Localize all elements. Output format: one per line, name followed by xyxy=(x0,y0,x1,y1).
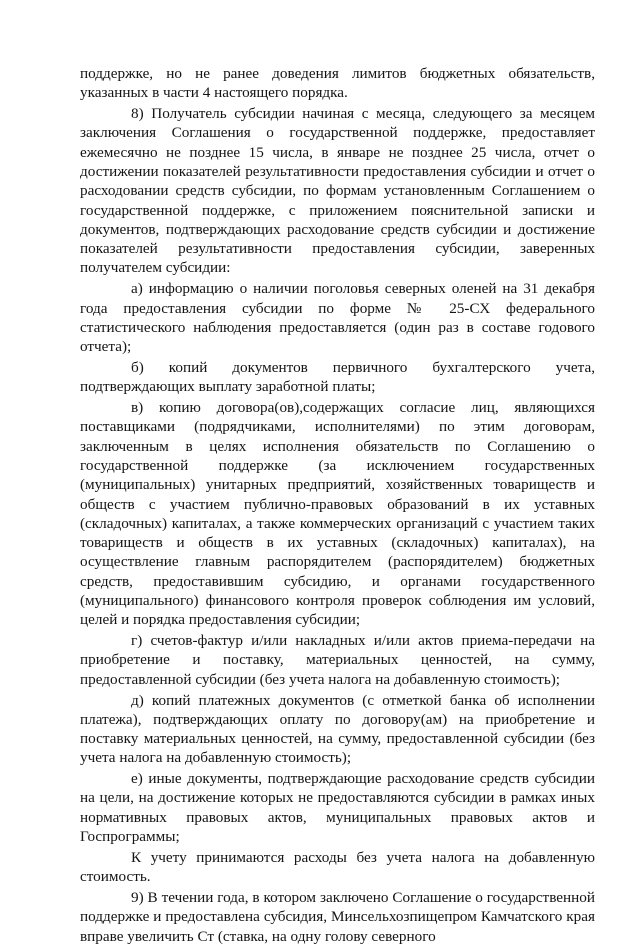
subitem-b: б) копий документов первичного бухгалтерского учета, подтверждающих выплату заработной платы; xyxy=(80,358,595,396)
subitem-v: в) копию договора(ов),содержащих согласие лиц, являющихся поставщиками (подрядчиками, исполнителями) по этим договорам, заключенным в целях исполнения обязательств по Соглашению о государственной поддержке (за исключением государственных (муниципальных) унитарных предприятий, хозяйственных товариществ и обществ с участием публично-правовых образований в их уставных (складочных) капиталах, а также коммерческих организаций с участием таких товариществ и обществ в их уставных (складочных) капиталах), на осуществление главным распорядителем (распорядителем) бюджетных средств, предоставившим субсидию, и органами государственного (муниципального) финансового контроля проверок соблюдения им условий, целей и порядка предоставления субсидии; xyxy=(80,399,595,629)
paragraph-item-9: 9) В течении года, в котором заключено Соглашение о государственной поддержке и предоставлена субсидия, Минсельхозпищепром Камчатского края вправе увеличить Ст (ставка, на одну голову северного xyxy=(80,888,595,945)
document-page xyxy=(80,64,595,947)
subitem-g: г) счетов-фактур и/или накладных и/или актов приема-передачи на приобретение и поставку, материальных ценностей, на сумму, предоставленной субсидии (без учета налога на добавленную стоимость); xyxy=(80,632,595,688)
paragraph-vat-note: К учету принимаются расходы без учета налога на добавленную стоимость. xyxy=(80,848,595,886)
subitem-d: д) копий платежных документов (с отметкой банка об исполнении платежа), подтверждающих оплату по договору(ам) на приобретение и поставку материальных ценностей, на сумму, предоставленной субсидии (без учета налога на добавленную стоимость); xyxy=(80,691,595,767)
paragraph-item-8: 8) Получатель субсидии начиная с месяца, следующего за месяцем заключения Соглашения о государственной поддержке, предоставляет ежемесячно не позднее 15 числа, в январе не позднее 25 числа, отчет о достижении показателей результативности предоставления субсидии и отчет о расходовании средств субсидии, по формам установленным Соглашением о государственной поддержке, с приложением пояснительной записки и документов, подтверждающих расходование средств субсидии и достижение показателей результативности предоставления субсидии, заверенных получателем субсидии: xyxy=(80,105,595,277)
paragraph-continuation: поддержке, но не ранее доведения лимитов бюджетных обязательств, указанных в части 4 настоящего порядка. xyxy=(80,65,595,102)
subitem-e: е) иные документы, подтверждающие расходование средств субсидии на цели, на достижение которых не предоставляются субсидии в рамках иных нормативных правовых актов, муниципальных правовых актов и Госпрограммы; xyxy=(80,770,595,846)
subitem-a: а) информацию о наличии поголовья северных оленей на 31 декабря года предоставления субсидии по форме № 25-СХ федерального статистического наблюдения предоставляется (один раз в составе годового отчета); xyxy=(80,280,595,356)
